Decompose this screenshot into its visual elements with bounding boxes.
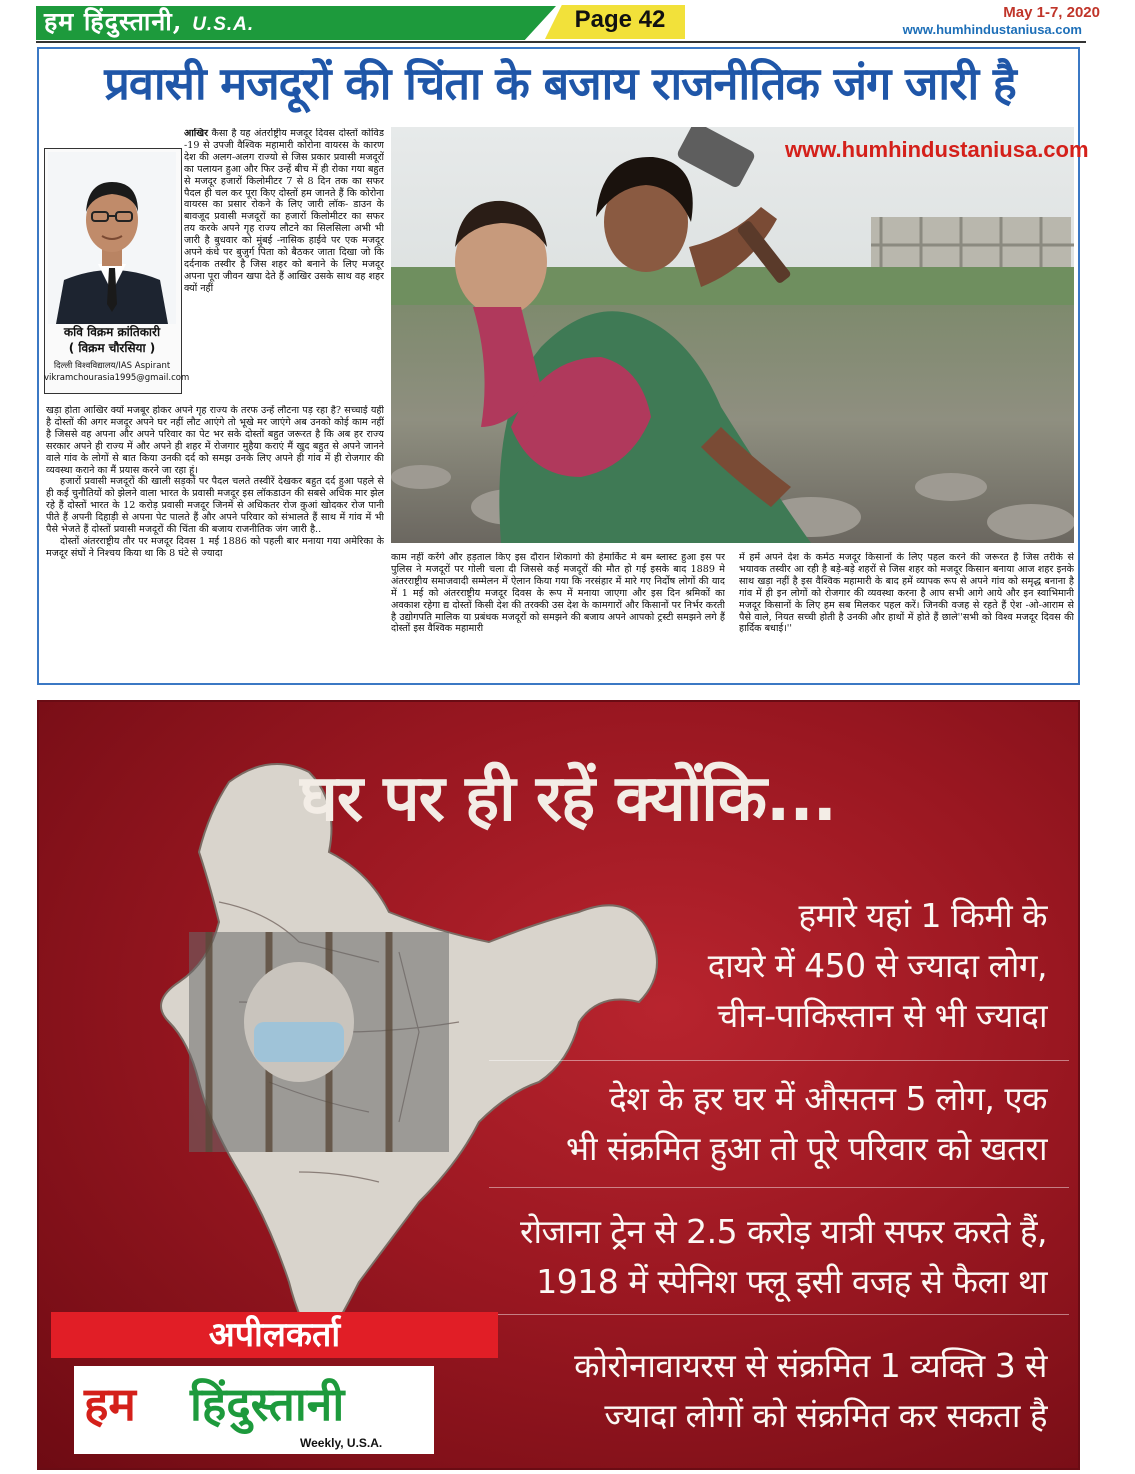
logo-hindustani-text: हिंदुस्तानी	[190, 1377, 345, 1431]
masthead-country: U.S.A.	[192, 14, 255, 35]
logo-hm-text: हम	[84, 1377, 136, 1431]
article-col1-p3: दोस्तों अंतरराष्ट्रीय तौर पर मजदूर दिवस 1 मई 1886 को पहली बार मनाया गया अमेरिका के मजदूर संघों ने निश्चय किया था कि 8 घंटे से ज्यादा	[46, 535, 384, 559]
logo-tagline: Weekly, U.S.A.	[300, 1436, 383, 1450]
appeal-label: अपीलकर्ता	[208, 1315, 341, 1355]
issue-date: May 1-7, 2020	[1003, 4, 1100, 21]
page-number: Page 42	[574, 6, 666, 33]
ad-point-3-line-2: 1918 में स्पेनिश फ्लू इसी वजह से फैला था	[536, 1262, 1047, 1301]
ad-point-4-line-1: कोरोनावायरस से संक्रमित 1 व्यक्ति 3 से	[574, 1346, 1047, 1385]
author-alias: ( विक्रम चौरसिया )	[68, 341, 156, 355]
website-link[interactable]: www.humhindustaniusa.com	[902, 22, 1082, 37]
ad-divider-2	[489, 1187, 1069, 1188]
author-photo	[48, 152, 176, 324]
photo-watermark: www.humhindustaniusa.com	[785, 137, 1089, 162]
header-rule	[36, 41, 1086, 43]
article-col3: में हमें अपने देश के कर्मठ मजदूर किसानों के लिए पहल करने की जरूरत है जिस तरीके से भयावक तस्वीर आ रही है बड़े-बड़े शहरों से जिस शहर को मजदूर किसान बनाया आज शहर इनके साथ खड़ा नहीं है इस वैश्विक महामारी के बाद हमें व्यापक रूप से अपने गांव को समृद्ध बनाना है गांव में ही इन लोगों को रोजगार की व्यवस्था करना है आप सभी आगे आये और इन स्वाभिमानी मजदूर किसानों के लिए हम सब मिलकर पहल करें। जिनकी वजह से रहते हैं ऐश -ओ-आराम से पैसे वाले, नियत सच्ची होती है उनकी और हाथों में होते हैं छाले''सभी को विश्व मजदूर दिवस की हार्दिक बधाई।''	[739, 552, 1074, 635]
author-portrait-graphic	[48, 152, 176, 324]
ad-point-4-line-2: ज्यादा लोगों को संक्रमित कर सकता है	[604, 1396, 1047, 1435]
article-headline: प्रवासी मजदूरों की चिंता के बजाय राजनीतिक जंग जारी है	[104, 57, 1016, 110]
article-col1-full	[46, 405, 384, 677]
article-col1-beside-author	[184, 128, 384, 404]
author-name: कवि विक्रम क्रांतिकारी ( विक्रम चौरसिया )	[44, 324, 180, 356]
article-col2: काम नहीं करेंगे और हड़ताल किए इस दौरान शिकागो की हेमार्किट मे बम ब्लास्ट हुआ इस पर पुलिस ने मजदूरों पर गोली चला दी जिससे कई मजदूरों की मौत हो गई इसके बाद 1889 मे अंतरराष्ट्रीय समाजवादी सम्मेलन में ऐलान किया गया कि नरसंहार में मारे गए निर्दोष लोगों की याद में 1 मई को अंतरराष्ट्रीय मजदूर दिवस के रूप में मनाया जाएगा और इस दिन श्रमिकों का अवकाश रहेगा द्य दोस्तों किसी देश की तरक्की उस देश के कामगारों और किसानों पर निर्भर करती है उद्योगपति मालिक या प्रबंधक मजदूरों को समझने की बजाय अपने आपको ट्रस्टी समझने लगे हैं दोस्तों इस वैश्विक महामारी	[391, 552, 725, 635]
article-col1-p1: कैसा है यह अंतर्राष्ट्रीय मजदूर दिवस दोस्तों कोविड -19 से उपजी वैश्विक महामारी कोरोना वायरस के कारण देश की अलग-अलग राज्यो से जिस प्रकार प्रवासी मजदूरों का पलायन हुआ और फिर उन्हें बीच में ही रोका गया बहुत से मजदूर हजारों किलोमीटर 7 से 8 दिन तक का सफर पैदल ही चल कर पूरा किए दोस्तों हम जानते हैं कि कोरोना वायरस का प्रसार रोकने के लिए जारी लॉक- डाउन के बावजूद प्रवासी मजदूरों का हजारों किलोमीटर का सफर तय करके अपने गृह राज्य लौटने का सिलसिला अभी भी जारी है बुधवार को मुंबई -नासिक हाईवे पर एक मजदूर अपने कंधे पर बुजुर्ग पिता को बैठकर जाता दिखा जो कि दर्दनाक तस्वीर है जिस शहर को बनाने के लिए मजदूर अपना पूरा जीवन खपा देते हैं आखिर उसके साथ वह शहर क्यों नहीं	[184, 128, 384, 294]
article-photo	[391, 127, 1074, 543]
article-lead-word: आखिर	[184, 128, 209, 139]
ad-point-2-line-2: भी संक्रमित हुआ तो पूरे परिवार को खतरा	[565, 1129, 1047, 1168]
article-col1-p1-cont: खड़ा होता आखिर क्यों मजबूर होकर अपने गृह राज्य के तरफ उन्हें लौटना पड़ रहा है? सच्चाई यही है दोस्तों की अगर मजदूर अपने घर नहीं लौट आएंगे तो भूखे मर जाएंगे अब उनको कोई काम नहीं है जिससे वह अपना और अपने परिवार का पेट भर सके दोस्तों बहुत जरूरत है कि अब हर राज्य सरकार अपने ही राज्य में और अपने ही शहर में रोजगार मुहैया कराएं मैं खुद बहुत से अपने जानने वाले गांव के लोगों से बात किया उनकी दर्द को समझ उनके लिए अपने ही गांव में ही रोजगार की व्यवस्था कराने का मैं प्रयास करने जा रहा हूं।	[46, 405, 384, 476]
woman-breaking-stones-photo	[391, 127, 1074, 543]
author-affiliation: दिल्ली विश्वविद्यालय/IAS Aspirant	[53, 361, 171, 371]
ad-point-1-line-1: हमारे यहां 1 किमी के	[798, 896, 1047, 935]
ad-point-2-line-1: देश के हर घर में औसतन 5 लोग, एक	[609, 1079, 1047, 1118]
ad-point-1-line-2: दायरे में 450 से ज्यादा लोग,	[707, 946, 1047, 985]
ad-point-1-line-3: चीन-पाकिस्तान से भी ज्यादा	[717, 996, 1047, 1035]
article-col1-p2: हजारों प्रवासी मजदूरों की खाली सड़कों पर पैदल चलते तस्वीरें देखकर बहुत दर्द हुआ पहले से ही कई चुनौतियों को झेलने वाला भारत के प्रवासी मजदूर इस लॉकडाउन की सबसे अधिक मार झेल रहे हैं दोस्तों भारत के 12 करोड़ प्रवासी मजदूर जिनमें से अधिकतर रोज कुआं खोदकर रोज पानी पीते हैं अपनी दिहाड़ी से अपना पेट पालते हैं और अपने परिवार को संभालते हैं साथ में गांव में भी पैसे भेजते हैं दोस्तों प्रवासी मजदूरों की चिंता की बजाय राजनीतिक जंग जारी है..	[46, 476, 384, 536]
author-email[interactable]: vikramchourasia1995@gmail.com	[44, 373, 190, 383]
ad-divider-1	[489, 1060, 1069, 1061]
author-meta	[44, 360, 190, 384]
masthead-title: हम हिंदुस्तानी, U.S.A.	[44, 7, 255, 36]
ad-title: घर पर ही रहें क्योंकि...	[300, 762, 836, 836]
ad-divider-3	[489, 1314, 1069, 1315]
ad-point-3-line-1: रोजाना ट्रेन से 2.5 करोड़ यात्री सफर करते हैं,	[520, 1212, 1047, 1251]
